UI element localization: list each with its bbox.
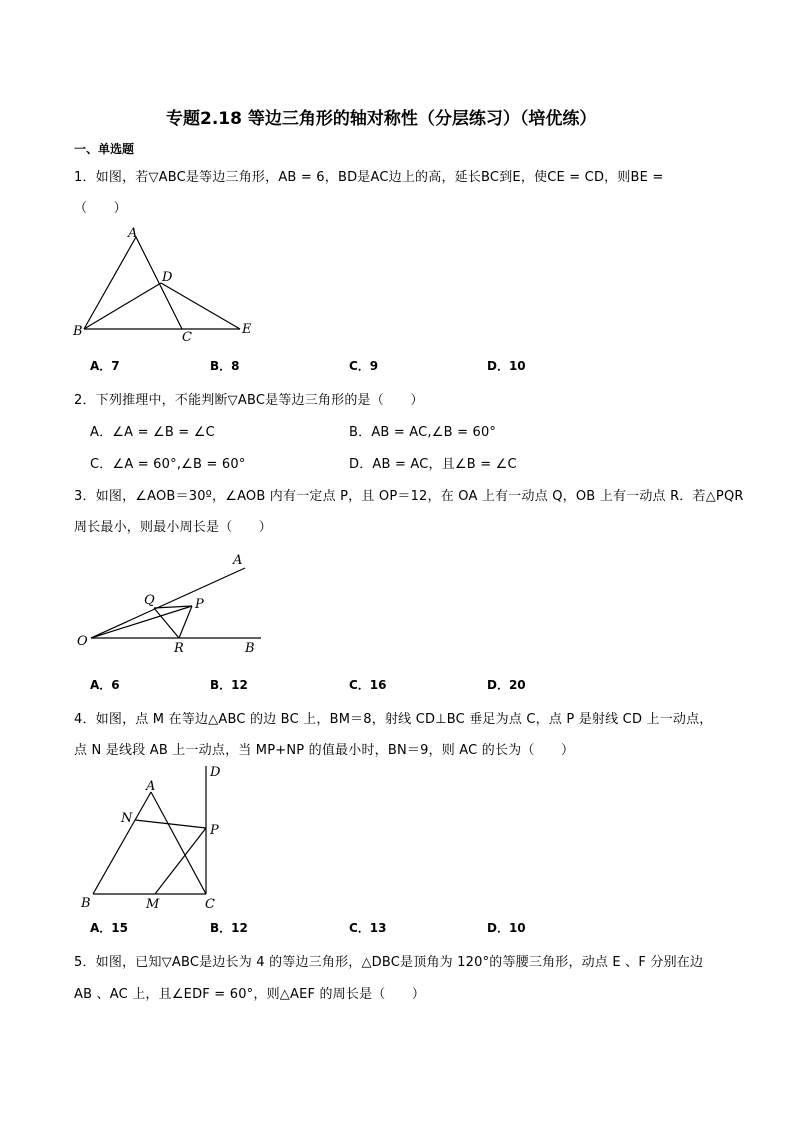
q4-seg-AB bbox=[93, 792, 151, 894]
q1-seg-DE bbox=[161, 283, 240, 329]
q3-label-Q: Q bbox=[144, 593, 155, 608]
q4-label-A: A bbox=[146, 779, 156, 794]
q4-seg-AC bbox=[151, 792, 206, 894]
q3-label-B: B bbox=[245, 641, 255, 656]
q2-stem: 2．下列推理中，不能判断▽ABC是等边三角形的是（ ） bbox=[74, 393, 424, 408]
q1-figure bbox=[70, 225, 270, 350]
q2-option-d: D．AB = AC，且∠B = ∠C bbox=[349, 457, 517, 472]
q1-label-D: D bbox=[162, 270, 173, 285]
q1-option-d: D．10 bbox=[487, 359, 526, 373]
q4-option-a: A．15 bbox=[90, 921, 128, 935]
q2-option-b: B．AB = AC,∠B = 60° bbox=[349, 425, 497, 440]
q1-label-C: C bbox=[182, 330, 192, 345]
q3-label-P: P bbox=[195, 597, 204, 612]
q4-label-D: D bbox=[210, 765, 221, 780]
page-title: 专题2.18 等边三角形的轴对称性（分层练习）（培优练） bbox=[166, 109, 597, 129]
q3-label-A: A bbox=[233, 553, 243, 568]
q4-option-b: B．12 bbox=[210, 921, 248, 935]
q3-seg-QR bbox=[154, 608, 179, 638]
q1-option-b: B．8 bbox=[210, 359, 240, 373]
q4-stem: 4．如图，点 M 在等边△ABC 的边 BC 上，BM＝8，射线 CD⊥BC 垂足为点 C，点 P 是射线 CD 上一动点， bbox=[74, 712, 713, 727]
q1-stem-blank: （ ） bbox=[74, 201, 127, 216]
q4-seg-NP bbox=[135, 820, 206, 828]
q2-option-a: A．∠A = ∠B = ∠C bbox=[90, 425, 215, 440]
q1-label-A: A bbox=[128, 226, 138, 241]
q3-stem: 3．如图，∠AOB＝30º，∠AOB 内有一定点 P，且 OP＝12，在 OA 上有一动点 Q，OB 上有一动点 R．若△PQR bbox=[74, 489, 744, 504]
q3-figure bbox=[75, 548, 275, 658]
q1-option-a: A．7 bbox=[90, 359, 120, 373]
q3-label-R: R bbox=[174, 641, 184, 656]
q3-option-d: D．20 bbox=[487, 678, 526, 692]
q1-stem: 1．如图，若▽ABC是等边三角形，AB = 6，BD是AC边上的高，延长BC到E，使CE = CD，则BE = bbox=[74, 170, 664, 185]
q3-option-a: A．6 bbox=[90, 678, 120, 692]
q4-label-P: P bbox=[210, 823, 219, 838]
q5-stem-line2: AB 、AC 上，且∠EDF = 60°，则△AEF 的周长是（ ） bbox=[74, 987, 426, 1002]
q1-seg-BD bbox=[84, 283, 161, 329]
q4-label-M: M bbox=[146, 897, 160, 912]
q4-label-B: B bbox=[81, 896, 91, 911]
q3-label-O: O bbox=[77, 634, 88, 649]
q4-label-C: C bbox=[205, 897, 215, 912]
q1-seg-AC bbox=[136, 237, 182, 329]
q2-option-c: C．∠A = 60°,∠B = 60° bbox=[90, 457, 246, 472]
q4-option-c: C．13 bbox=[349, 921, 387, 935]
q3-seg-PR bbox=[179, 606, 192, 638]
q3-stem-line2: 周长最小，则最小周长是（ ） bbox=[74, 520, 273, 535]
q3-seg-OP bbox=[91, 606, 192, 638]
section-heading: 一、单选题 bbox=[74, 142, 135, 156]
q1-option-c: C．9 bbox=[349, 359, 379, 373]
q4-stem-line2: 点 N 是线段 AB 上一动点，当 MP+NP 的值最小时，BN＝9，则 AC 的长为（ ） bbox=[74, 743, 575, 758]
q4-figure bbox=[75, 762, 245, 912]
q5-stem: 5．如图，已知▽ABC是边长为 4 的等边三角形，△DBC是顶角为 120°的等腰三角形，动点 E 、F 分别在边 bbox=[74, 955, 704, 970]
q3-option-c: C．16 bbox=[349, 678, 387, 692]
q3-ray-OA bbox=[91, 568, 245, 638]
q1-label-E: E bbox=[242, 322, 252, 337]
q3-option-b: B．12 bbox=[210, 678, 248, 692]
q4-label-N: N bbox=[121, 811, 133, 826]
q4-seg-MP bbox=[155, 828, 206, 894]
q1-seg-AB bbox=[84, 237, 136, 329]
q1-label-B: B bbox=[73, 324, 83, 339]
q4-option-d: D．10 bbox=[487, 921, 526, 935]
